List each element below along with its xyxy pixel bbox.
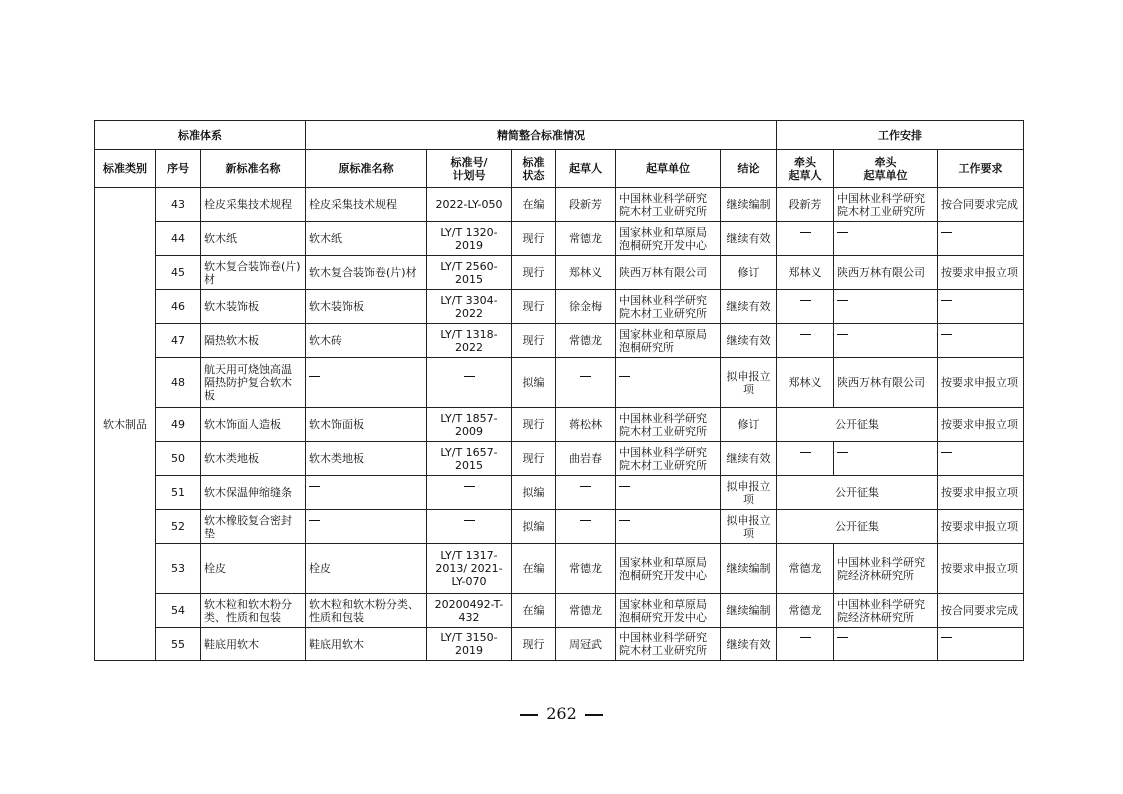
standard-status: 在编 (512, 594, 556, 628)
conclusion: 继续有效 (721, 222, 777, 256)
original-standard-name (306, 510, 427, 544)
drafting-unit: 中国林业科学研究院木材工业研究所 (616, 408, 721, 442)
new-standard-name: 软木类地板 (201, 442, 306, 476)
standard-status: 现行 (512, 222, 556, 256)
lead-unit: 中国林业科学研究院木材工业研究所 (834, 188, 938, 222)
new-standard-name: 软木粒和软木粉分类、性质和包装 (201, 594, 306, 628)
dash-mark (309, 486, 320, 500)
lead-unit: 陕西万林有限公司 (834, 256, 938, 290)
lead-drafter (777, 324, 834, 358)
col-header-conclusion: 结论 (721, 150, 777, 188)
lead-unit: 中国林业科学研究院经济林研究所 (834, 544, 938, 594)
dash-mark (309, 520, 320, 534)
dash-mark (837, 452, 848, 466)
dash-mark (837, 334, 848, 348)
standard-number: LY/T 1320-2019 (427, 222, 512, 256)
new-standard-name: 隔热软木板 (201, 324, 306, 358)
conclusion: 继续有效 (721, 324, 777, 358)
dash-mark (619, 520, 630, 534)
work-requirement (938, 628, 1024, 661)
drafter: 曲岩春 (556, 442, 616, 476)
conclusion: 拟申报立项 (721, 510, 777, 544)
col-header-lead-unit-line1: 牵头 (874, 155, 897, 169)
standard-number (427, 476, 512, 510)
drafter: 郑林义 (556, 256, 616, 290)
drafting-unit (616, 510, 721, 544)
work-requirement: 按要求申报立项 (938, 358, 1024, 408)
standard-number: 2022-LY-050 (427, 188, 512, 222)
lead-drafter (777, 222, 834, 256)
col-header-no: 序号 (156, 150, 201, 188)
new-standard-name: 软木纸 (201, 222, 306, 256)
new-standard-name: 鞋底用软木 (201, 628, 306, 661)
drafter (556, 358, 616, 408)
open-call-cell: 公开征集 (777, 476, 938, 510)
standard-number: LY/T 3150-2019 (427, 628, 512, 661)
work-requirement: 按要求申报立项 (938, 544, 1024, 594)
standard-number (427, 510, 512, 544)
work-requirement: 按要求申报立项 (938, 408, 1024, 442)
category-cell: 软木制品 (95, 188, 156, 661)
original-standard-name: 软木砖 (306, 324, 427, 358)
table-row (95, 628, 1024, 661)
dash-mark (464, 486, 475, 500)
drafter: 蒋松林 (556, 408, 616, 442)
drafting-unit (616, 358, 721, 408)
dash-mark (941, 300, 952, 314)
original-standard-name (306, 476, 427, 510)
row-number: 48 (156, 358, 201, 408)
dash-mark (941, 334, 952, 348)
lead-drafter: 郑林义 (777, 256, 834, 290)
work-requirement: 按合同要求完成 (938, 188, 1024, 222)
standard-status: 现行 (512, 408, 556, 442)
row-number: 55 (156, 628, 201, 661)
conclusion: 继续编制 (721, 594, 777, 628)
dash-mark (580, 520, 591, 534)
page-number: 262 (546, 704, 577, 723)
table-row (95, 222, 1024, 256)
row-number: 46 (156, 290, 201, 324)
drafting-unit: 国家林业和草原局泡桐研究开发中心 (616, 544, 721, 594)
table-body (95, 188, 1024, 661)
drafter (556, 510, 616, 544)
drafting-unit: 国家林业和草原局泡桐研究开发中心 (616, 594, 721, 628)
drafting-unit: 中国林业科学研究院木材工业研究所 (616, 442, 721, 476)
row-number: 45 (156, 256, 201, 290)
dash-mark (619, 486, 630, 500)
standard-status: 现行 (512, 628, 556, 661)
col-header-std-no (427, 150, 512, 188)
dash-mark (800, 334, 811, 348)
standard-number: LY/T 3304-2022 (427, 290, 512, 324)
work-requirement: 按合同要求完成 (938, 594, 1024, 628)
standard-status: 现行 (512, 442, 556, 476)
drafter: 段新芳 (556, 188, 616, 222)
col-header-unit: 起草单位 (616, 150, 721, 188)
dash-mark (837, 232, 848, 246)
dash-mark (580, 376, 591, 390)
lead-unit (834, 222, 938, 256)
standard-status: 现行 (512, 256, 556, 290)
work-requirement (938, 324, 1024, 358)
col-header-requirement: 工作要求 (938, 150, 1024, 188)
group-header-consolidation: 精简整合标准情况 (306, 121, 777, 150)
col-header-std-no-line1: 标准号/ (450, 155, 488, 169)
dash-mark (941, 452, 952, 466)
dash-mark (800, 232, 811, 246)
conclusion: 继续有效 (721, 628, 777, 661)
row-number: 54 (156, 594, 201, 628)
col-header-lead-unit-line2: 起草单位 (863, 168, 908, 182)
dash-mark (941, 232, 952, 246)
conclusion: 继续编制 (721, 188, 777, 222)
standard-status: 拟编 (512, 510, 556, 544)
conclusion: 继续有效 (721, 290, 777, 324)
new-standard-name: 航天用可烧蚀高温隔热防护复合软木板 (201, 358, 306, 408)
dash-mark (837, 637, 848, 651)
col-header-status-line1: 标准 (522, 155, 545, 169)
col-header-category: 标准类别 (95, 150, 156, 188)
conclusion: 拟申报立项 (721, 476, 777, 510)
row-number: 43 (156, 188, 201, 222)
table-row (95, 188, 1024, 222)
drafter (556, 476, 616, 510)
standard-number: LY/T 2560-2015 (427, 256, 512, 290)
table-row (95, 476, 1024, 510)
dash-mark (619, 376, 630, 390)
table-row (95, 290, 1024, 324)
dash-mark (941, 637, 952, 651)
original-standard-name: 栓皮 (306, 544, 427, 594)
row-number: 44 (156, 222, 201, 256)
standards-table (94, 120, 1024, 661)
table-row (95, 256, 1024, 290)
drafting-unit: 陕西万林有限公司 (616, 256, 721, 290)
new-standard-name: 栓皮 (201, 544, 306, 594)
original-standard-name: 软木饰面板 (306, 408, 427, 442)
drafting-unit: 中国林业科学研究院木材工业研究所 (616, 628, 721, 661)
lead-unit (834, 442, 938, 476)
original-standard-name: 鞋底用软木 (306, 628, 427, 661)
standard-status: 拟编 (512, 358, 556, 408)
col-header-std-no-line2: 计划号 (452, 168, 486, 182)
standard-status: 在编 (512, 544, 556, 594)
work-requirement: 按要求申报立项 (938, 510, 1024, 544)
drafter: 常德龙 (556, 544, 616, 594)
col-header-lead (777, 150, 834, 188)
original-standard-name: 软木装饰板 (306, 290, 427, 324)
lead-drafter: 段新芳 (777, 188, 834, 222)
table-row (95, 408, 1024, 442)
drafting-unit (616, 476, 721, 510)
dash-mark (837, 300, 848, 314)
new-standard-name: 软木装饰板 (201, 290, 306, 324)
drafting-unit: 中国林业科学研究院木材工业研究所 (616, 188, 721, 222)
dash-mark (580, 486, 591, 500)
open-call-cell: 公开征集 (777, 408, 938, 442)
dash-mark (464, 376, 475, 390)
row-number: 53 (156, 544, 201, 594)
work-requirement: 按要求申报立项 (938, 256, 1024, 290)
table-row (95, 358, 1024, 408)
new-standard-name: 软木保温伸缩缝条 (201, 476, 306, 510)
standard-number: LY/T 1318-2022 (427, 324, 512, 358)
drafter: 常德龙 (556, 594, 616, 628)
new-standard-name: 软木橡胶复合密封垫 (201, 510, 306, 544)
work-requirement: 按要求申报立项 (938, 476, 1024, 510)
row-number: 49 (156, 408, 201, 442)
table-row (95, 544, 1024, 594)
conclusion: 继续有效 (721, 442, 777, 476)
row-number: 51 (156, 476, 201, 510)
col-header-status (512, 150, 556, 188)
dash-mark (464, 520, 475, 534)
lead-drafter: 郑林义 (777, 358, 834, 408)
original-standard-name: 栓皮采集技术规程 (306, 188, 427, 222)
drafting-unit: 国家林业和草原局泡桐研究所 (616, 324, 721, 358)
col-header-drafter: 起草人 (556, 150, 616, 188)
standard-number: LY/T 1317-2013/ 2021-LY-070 (427, 544, 512, 594)
col-header-lead-line1: 牵头 (794, 155, 817, 169)
row-number: 47 (156, 324, 201, 358)
drafter: 徐金梅 (556, 290, 616, 324)
drafter: 常德龙 (556, 222, 616, 256)
page-dash-right (585, 714, 603, 716)
col-header-status-line2: 状态 (522, 168, 545, 182)
lead-unit: 陕西万林有限公司 (834, 358, 938, 408)
conclusion: 拟申报立项 (721, 358, 777, 408)
lead-unit (834, 290, 938, 324)
lead-unit: 中国林业科学研究院经济林研究所 (834, 594, 938, 628)
conclusion: 修订 (721, 408, 777, 442)
row-number: 50 (156, 442, 201, 476)
work-requirement (938, 290, 1024, 324)
drafter: 常德龙 (556, 324, 616, 358)
drafting-unit: 中国林业科学研究院木材工业研究所 (616, 290, 721, 324)
original-standard-name: 软木复合装饰卷(片)材 (306, 256, 427, 290)
col-header-orig-name: 原标准名称 (306, 150, 427, 188)
drafting-unit: 国家林业和草原局泡桐研究开发中心 (616, 222, 721, 256)
col-header-new-name: 新标准名称 (201, 150, 306, 188)
standard-status: 现行 (512, 324, 556, 358)
dash-mark (800, 452, 811, 466)
standard-number: LY/T 1857-2009 (427, 408, 512, 442)
work-requirement (938, 222, 1024, 256)
new-standard-name: 软木饰面人造板 (201, 408, 306, 442)
lead-unit (834, 324, 938, 358)
page-footer (0, 704, 1123, 723)
lead-drafter (777, 442, 834, 476)
original-standard-name: 软木类地板 (306, 442, 427, 476)
col-header-lead-line2: 起草人 (788, 168, 822, 182)
original-standard-name: 软木粒和软木粉分类、性质和包装 (306, 594, 427, 628)
conclusion: 继续编制 (721, 544, 777, 594)
original-standard-name: 软木纸 (306, 222, 427, 256)
work-requirement (938, 442, 1024, 476)
table-row (95, 324, 1024, 358)
dash-mark (309, 376, 320, 390)
dash-mark (800, 300, 811, 314)
lead-drafter (777, 290, 834, 324)
standard-number (427, 358, 512, 408)
open-call-cell: 公开征集 (777, 510, 938, 544)
row-number: 52 (156, 510, 201, 544)
new-standard-name: 栓皮采集技术规程 (201, 188, 306, 222)
lead-drafter: 常德龙 (777, 544, 834, 594)
standard-status: 现行 (512, 290, 556, 324)
dash-mark (800, 637, 811, 651)
group-header-system: 标准体系 (95, 121, 306, 150)
standard-number: LY/T 1657-2015 (427, 442, 512, 476)
table-row (95, 594, 1024, 628)
table-row (95, 510, 1024, 544)
standard-number: 20200492-T-432 (427, 594, 512, 628)
group-header-work: 工作安排 (777, 121, 1024, 150)
table-row (95, 442, 1024, 476)
new-standard-name: 软木复合装饰卷(片)材 (201, 256, 306, 290)
col-header-lead-unit (834, 150, 938, 188)
conclusion: 修订 (721, 256, 777, 290)
lead-unit (834, 628, 938, 661)
drafter: 周冠武 (556, 628, 616, 661)
page-dash-left (520, 714, 538, 716)
lead-drafter (777, 628, 834, 661)
lead-drafter: 常德龙 (777, 594, 834, 628)
standard-status: 在编 (512, 188, 556, 222)
standard-status: 拟编 (512, 476, 556, 510)
original-standard-name (306, 358, 427, 408)
